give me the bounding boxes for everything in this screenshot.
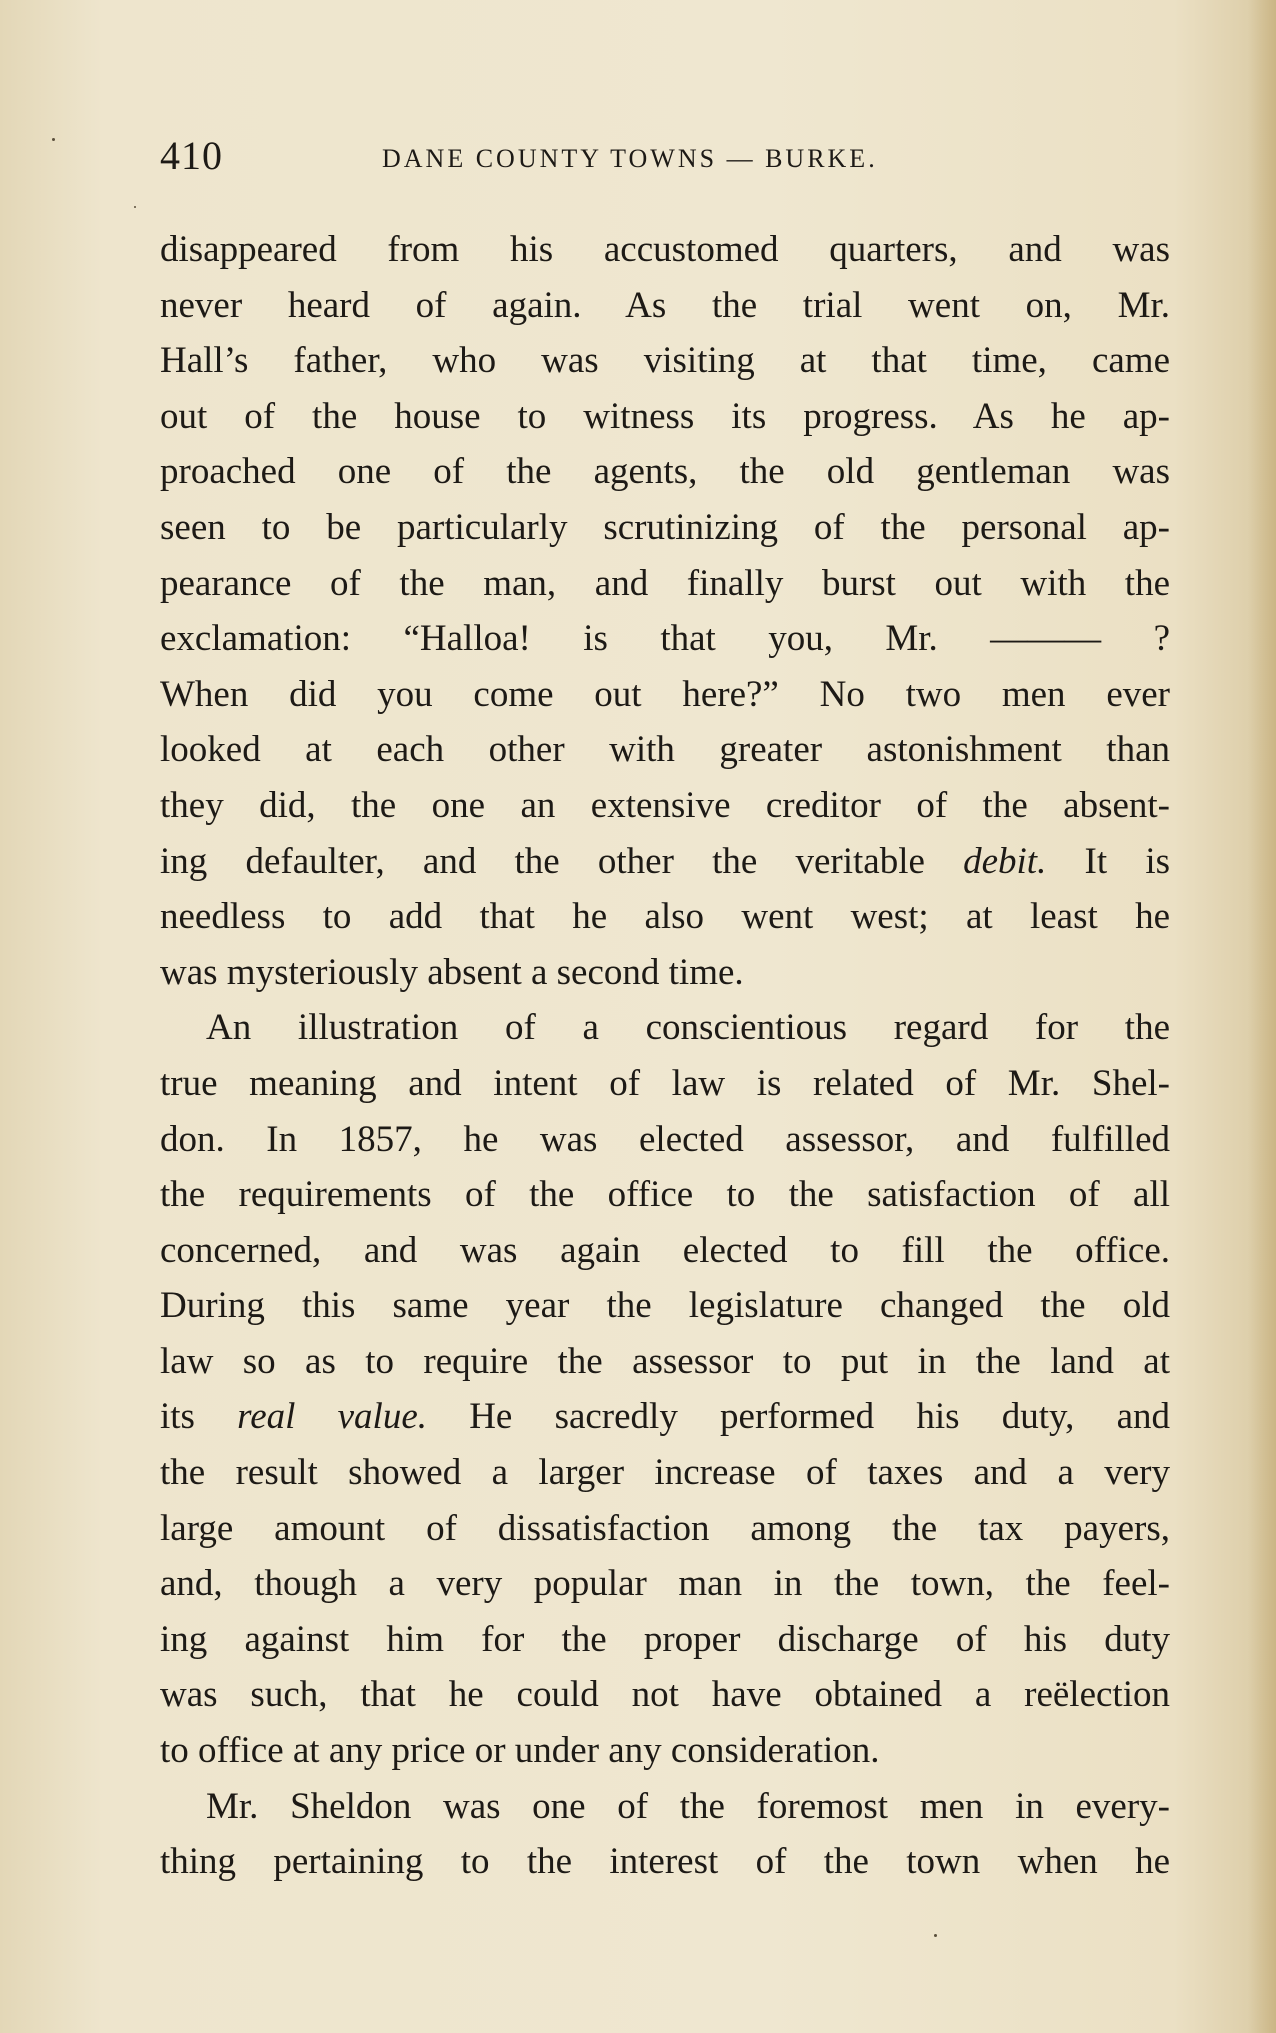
paper-speck bbox=[934, 1934, 937, 1937]
text-line: law so as to require the assessor to put in the land at bbox=[160, 1340, 1170, 1382]
italic-phrase: real value. bbox=[237, 1396, 427, 1438]
text-line: ing against him for the proper discharge of his duty bbox=[160, 1618, 1170, 1660]
text-line: When did you come out here?” No two men ever bbox=[160, 673, 1170, 715]
text-line: disappeared from his accustomed quarters, and was bbox=[160, 229, 1170, 270]
text-line: looked at each other with greater astonishment than bbox=[160, 729, 1170, 771]
text-line: Hall’s father, who was visiting at that time, came bbox=[160, 340, 1170, 382]
page-edge-shadow bbox=[1248, 0, 1276, 2033]
text-line: true meaning and intent of law is related of Mr. Shel- bbox=[160, 1062, 1170, 1104]
paper-speck bbox=[134, 206, 136, 208]
text-line: don. In 1857, he was elected assessor, and fulfilled bbox=[160, 1118, 1170, 1160]
text-line: thing pertaining to the interest of the town when he bbox=[160, 1841, 1170, 1883]
text-line: was mysteriously absent a second time. bbox=[160, 951, 744, 993]
page-header bbox=[160, 132, 1170, 182]
text-span: its bbox=[160, 1396, 238, 1438]
text-line bbox=[160, 834, 1170, 890]
text-span: ing defaulter, and the other the veritable bbox=[160, 840, 964, 882]
text-span: He sacredly performed his duty, and bbox=[427, 1396, 1170, 1438]
text-line: exclamation: “Halloa! is that you, Mr. ——— ? bbox=[160, 618, 1170, 660]
text-line: the result showed a larger increase of taxes and a very bbox=[160, 1452, 1170, 1494]
text-line: was such, that he could not have obtained a reëlection bbox=[160, 1674, 1170, 1716]
text-line: large amount of dissatisfaction among the tax payers, bbox=[160, 1507, 1170, 1549]
paragraph-start-line: An illustration of a conscientious regard for the bbox=[206, 1007, 1170, 1049]
text-line: the requirements of the office to the satisfaction of all bbox=[160, 1174, 1170, 1216]
page-number: 410 bbox=[160, 133, 223, 178]
text-line: seen to be particularly scrutinizing of the personal ap- bbox=[160, 506, 1170, 548]
running-head: DANE COUNTY TOWNS — BURKE. bbox=[382, 144, 878, 173]
text-line bbox=[160, 1389, 1170, 1445]
text-line: pearance of the man, and finally burst out with the bbox=[160, 562, 1170, 604]
text-line: never heard of again. As the trial went on, Mr. bbox=[160, 284, 1170, 326]
text-span: It is bbox=[1046, 840, 1170, 882]
text-line: concerned, and was again elected to fill the office. bbox=[160, 1229, 1170, 1271]
paragraph-start-line: Mr. Sheldon was one of the foremost men in every- bbox=[206, 1785, 1170, 1827]
text-line: out of the house to witness its progress. As he ap- bbox=[160, 395, 1170, 437]
text-line: they did, the one an extensive creditor of the absent- bbox=[160, 784, 1170, 826]
text-line: During this same year the legislature changed the old bbox=[160, 1285, 1170, 1327]
paper-speck bbox=[52, 138, 55, 141]
text-line: needless to add that he also went west; at least he bbox=[160, 896, 1170, 938]
text-line: proached one of the agents, the old gentleman was bbox=[160, 451, 1170, 493]
text-line: to office at any price or under any consideration. bbox=[160, 1730, 880, 1772]
body-text bbox=[160, 222, 1170, 1890]
text-line: and, though a very popular man in the town, the feel- bbox=[160, 1563, 1170, 1605]
italic-word: debit. bbox=[963, 840, 1047, 882]
